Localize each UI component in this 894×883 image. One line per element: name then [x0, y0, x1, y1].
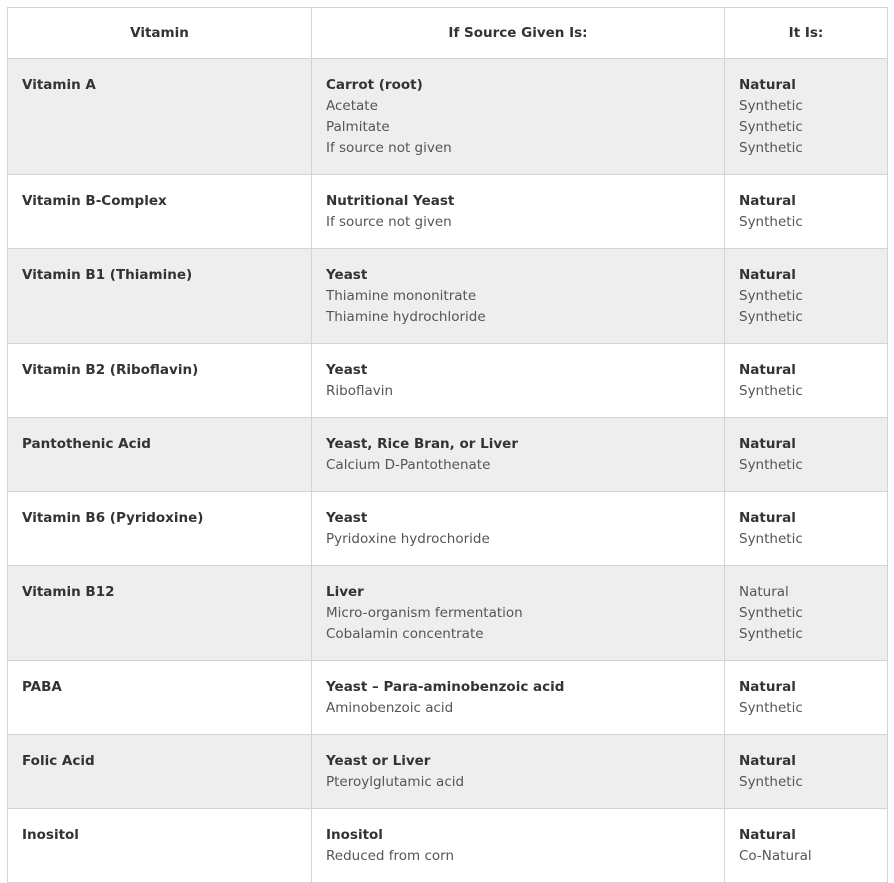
result-line: Synthetic [739, 457, 803, 473]
result-line: Synthetic [739, 288, 803, 304]
result-line: Synthetic [739, 700, 803, 716]
source-line: Yeast – Para-aminobenzoic acid [326, 679, 565, 695]
source-line: Yeast [326, 362, 368, 378]
table-header-row [8, 8, 888, 59]
source-cell [312, 175, 725, 249]
vitamin-name: PABA [22, 679, 62, 695]
result-line: Synthetic [739, 774, 803, 790]
source-cell [312, 249, 725, 344]
result-line: Natural [739, 584, 789, 600]
source-line: Aminobenzoic acid [326, 700, 454, 716]
source-line: Pteroylglutamic acid [326, 774, 465, 790]
vitamin-name-cell [8, 661, 312, 735]
vitamin-name-cell [8, 492, 312, 566]
result-cell [725, 735, 888, 809]
source-line: Cobalamin concentrate [326, 626, 484, 642]
source-line: If source not given [326, 214, 452, 230]
header-result: It Is: [725, 8, 888, 59]
result-line: Natural [739, 510, 796, 526]
vitamin-name-cell [8, 59, 312, 175]
vitamin-name: Vitamin B12 [22, 584, 115, 600]
source-cell [312, 59, 725, 175]
table-row [8, 735, 888, 809]
source-line: Thiamine mononitrate [326, 288, 477, 304]
vitamin-name-cell [8, 418, 312, 492]
result-cell [725, 344, 888, 418]
result-line: Natural [739, 753, 796, 769]
source-cell [312, 735, 725, 809]
result-line: Synthetic [739, 119, 803, 135]
source-line: Acetate [326, 98, 378, 114]
table-body [8, 59, 888, 883]
result-line: Co-Natural [739, 848, 812, 864]
source-line: Yeast [326, 510, 368, 526]
vitamin-name: Vitamin B6 (Pyridoxine) [22, 510, 204, 526]
result-line: Synthetic [739, 140, 803, 156]
table-row [8, 566, 888, 661]
header-vitamin: Vitamin [8, 8, 312, 59]
vitamin-name: Vitamin B-Complex [22, 193, 167, 209]
vitamin-source-table [7, 7, 888, 883]
result-line: Natural [739, 362, 796, 378]
result-line: Synthetic [739, 98, 803, 114]
result-line: Synthetic [739, 214, 803, 230]
result-line: Natural [739, 77, 796, 93]
vitamin-name-cell [8, 175, 312, 249]
result-cell [725, 175, 888, 249]
source-cell [312, 809, 725, 883]
result-line: Natural [739, 436, 796, 452]
result-line: Natural [739, 267, 796, 283]
source-line: If source not given [326, 140, 452, 156]
source-line: Riboflavin [326, 383, 394, 399]
vitamin-name: Folic Acid [22, 753, 95, 769]
source-line: Nutritional Yeast [326, 193, 455, 209]
source-line: Inositol [326, 827, 383, 843]
source-cell [312, 566, 725, 661]
source-line: Calcium D-Pantothenate [326, 457, 491, 473]
vitamin-name: Vitamin A [22, 77, 96, 93]
result-line: Synthetic [739, 605, 803, 621]
vitamin-name-cell [8, 735, 312, 809]
table-row [8, 249, 888, 344]
result-cell [725, 59, 888, 175]
vitamin-name-cell [8, 566, 312, 661]
table-row [8, 809, 888, 883]
table-row [8, 59, 888, 175]
source-line: Thiamine hydrochloride [326, 309, 486, 325]
source-line: Reduced from corn [326, 848, 455, 864]
source-line: Liver [326, 584, 364, 600]
result-line: Natural [739, 827, 796, 843]
result-line: Synthetic [739, 626, 803, 642]
source-line: Pyridoxine hydrochoride [326, 531, 490, 547]
vitamin-name: Inositol [22, 827, 79, 843]
result-line: Natural [739, 193, 796, 209]
source-line: Micro-organism fermentation [326, 605, 523, 621]
source-line: Yeast [326, 267, 368, 283]
vitamin-name-cell [8, 249, 312, 344]
source-line: Yeast or Liver [326, 753, 431, 769]
header-source: If Source Given Is: [312, 8, 725, 59]
result-cell [725, 809, 888, 883]
source-cell [312, 418, 725, 492]
vitamin-name-cell [8, 344, 312, 418]
result-cell [725, 418, 888, 492]
source-line: Yeast, Rice Bran, or Liver [326, 436, 518, 452]
result-line: Synthetic [739, 531, 803, 547]
table-row [8, 492, 888, 566]
result-line: Natural [739, 679, 796, 695]
result-cell [725, 249, 888, 344]
source-line: Carrot (root) [326, 77, 423, 93]
source-cell [312, 344, 725, 418]
result-cell [725, 492, 888, 566]
result-cell [725, 661, 888, 735]
table-row [8, 661, 888, 735]
table-row [8, 344, 888, 418]
vitamin-name: Pantothenic Acid [22, 436, 151, 452]
vitamin-name-cell [8, 809, 312, 883]
table-row [8, 175, 888, 249]
vitamin-name: Vitamin B1 (Thiamine) [22, 267, 193, 283]
source-cell [312, 492, 725, 566]
result-cell [725, 566, 888, 661]
source-cell [312, 661, 725, 735]
result-line: Synthetic [739, 309, 803, 325]
result-line: Synthetic [739, 383, 803, 399]
vitamin-name: Vitamin B2 (Riboflavin) [22, 362, 199, 378]
source-line: Palmitate [326, 119, 390, 135]
table-row [8, 418, 888, 492]
